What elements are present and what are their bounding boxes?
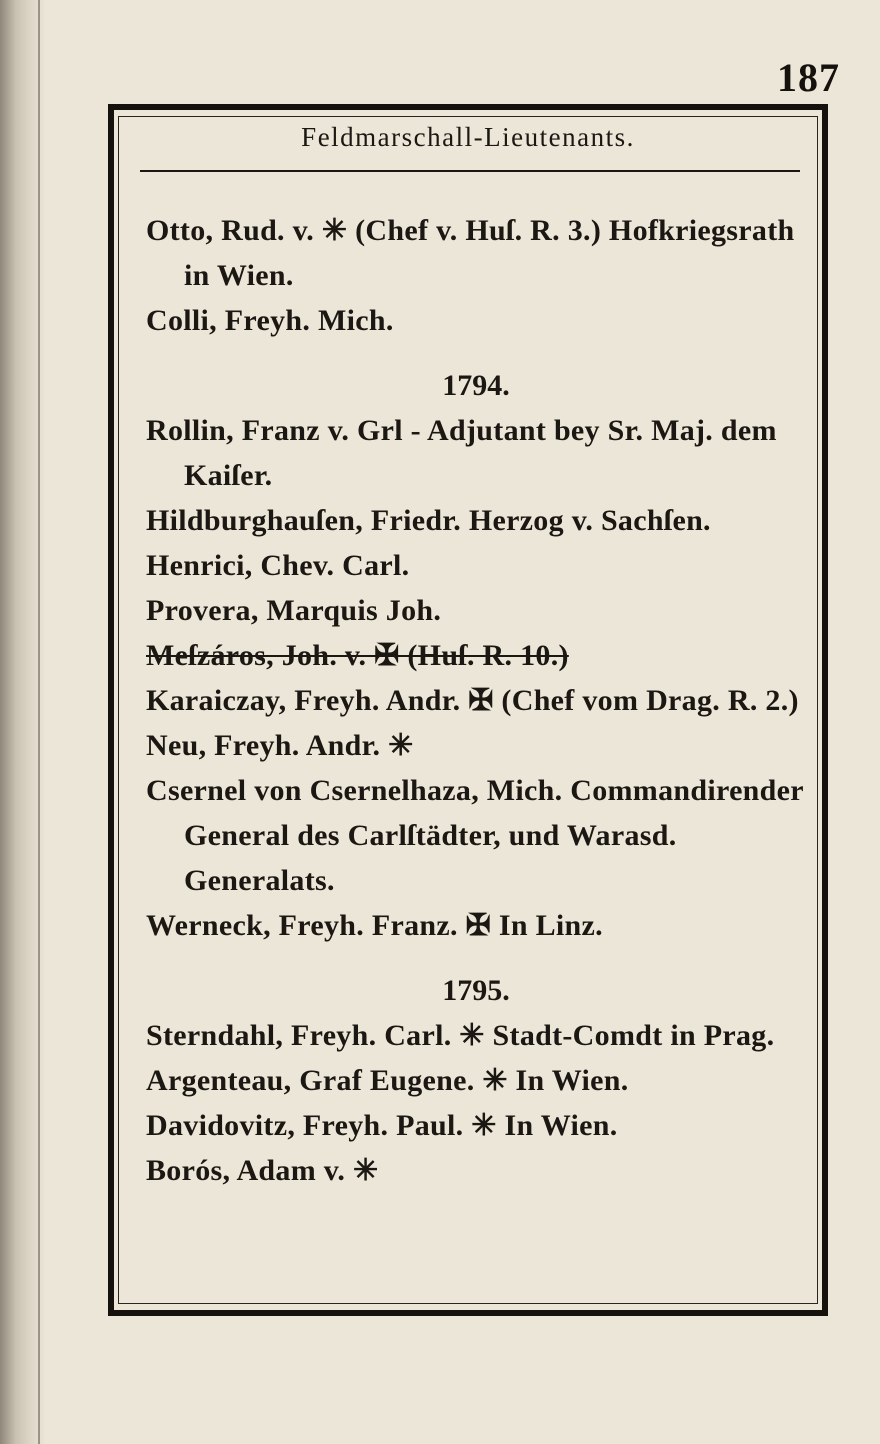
list-item <box>146 543 806 588</box>
list-item <box>146 678 806 723</box>
list-item <box>146 1058 806 1103</box>
entry-text: Karaiczay, Freyh. Andr. ✠ (Chef vom Drag. R. 2.) <box>146 684 799 717</box>
entry-list <box>146 208 806 1193</box>
list-item <box>146 1148 806 1193</box>
entry-text: Werneck, Freyh. Franz. ✠ In Linz. <box>146 909 603 942</box>
entry-text: Provera, Marquis Joh. <box>146 594 442 627</box>
entry-text: Rollin, Franz v. Grl - Adjutant bey Sr. Maj. dem Kaiſer. <box>146 414 777 492</box>
entry-text: Sterndahl, Freyh. Carl. ✳ Stadt-Comdt in Prag. <box>146 1019 775 1052</box>
entry-text: Colli, Freyh. Mich. <box>146 304 394 337</box>
list-item <box>146 208 806 298</box>
entry-text: Hildburghauſen, Friedr. Herzog v. Sachſen. <box>146 504 711 537</box>
page-gutter-line <box>38 0 40 1444</box>
list-item <box>146 498 806 543</box>
list-item <box>146 723 806 768</box>
heading-rule <box>140 170 800 172</box>
list-item <box>146 903 806 948</box>
entry-text: Neu, Freyh. Andr. ✳ <box>146 729 414 762</box>
entry-text: Meſzáros, Joh. v. ✠ (Huſ. R. 10.) <box>146 639 569 672</box>
entry-text: Davidovitz, Freyh. Paul. ✳ In Wien. <box>146 1109 618 1142</box>
entry-text: Borós, Adam v. ✳ <box>146 1154 379 1187</box>
section-heading: Feldmarschall-Lieutenants. <box>301 122 635 152</box>
entry-text: Otto, Rud. v. ✳ (Chef v. Huſ. R. 3.) Hofkriegsrath in Wien. <box>146 214 795 292</box>
list-item <box>146 1013 806 1058</box>
entry-text: Argenteau, Graf Eugene. ✳ In Wien. <box>146 1064 629 1097</box>
list-item <box>146 1103 806 1148</box>
year-heading: 1795. <box>442 974 510 1007</box>
list-item <box>146 298 806 343</box>
list-item-struck <box>146 633 806 678</box>
list-item <box>146 408 806 498</box>
entry-text: Csernel von Csernelhaza, Mich. Commandirender General des Carlſtädter, und Warasd. Generalats. <box>146 774 804 897</box>
entry-text: Henrici, Chev. Carl. <box>146 549 410 582</box>
year-heading: 1794. <box>442 369 510 402</box>
page-number: 187 <box>777 55 840 100</box>
list-item <box>146 588 806 633</box>
list-item <box>146 768 806 903</box>
